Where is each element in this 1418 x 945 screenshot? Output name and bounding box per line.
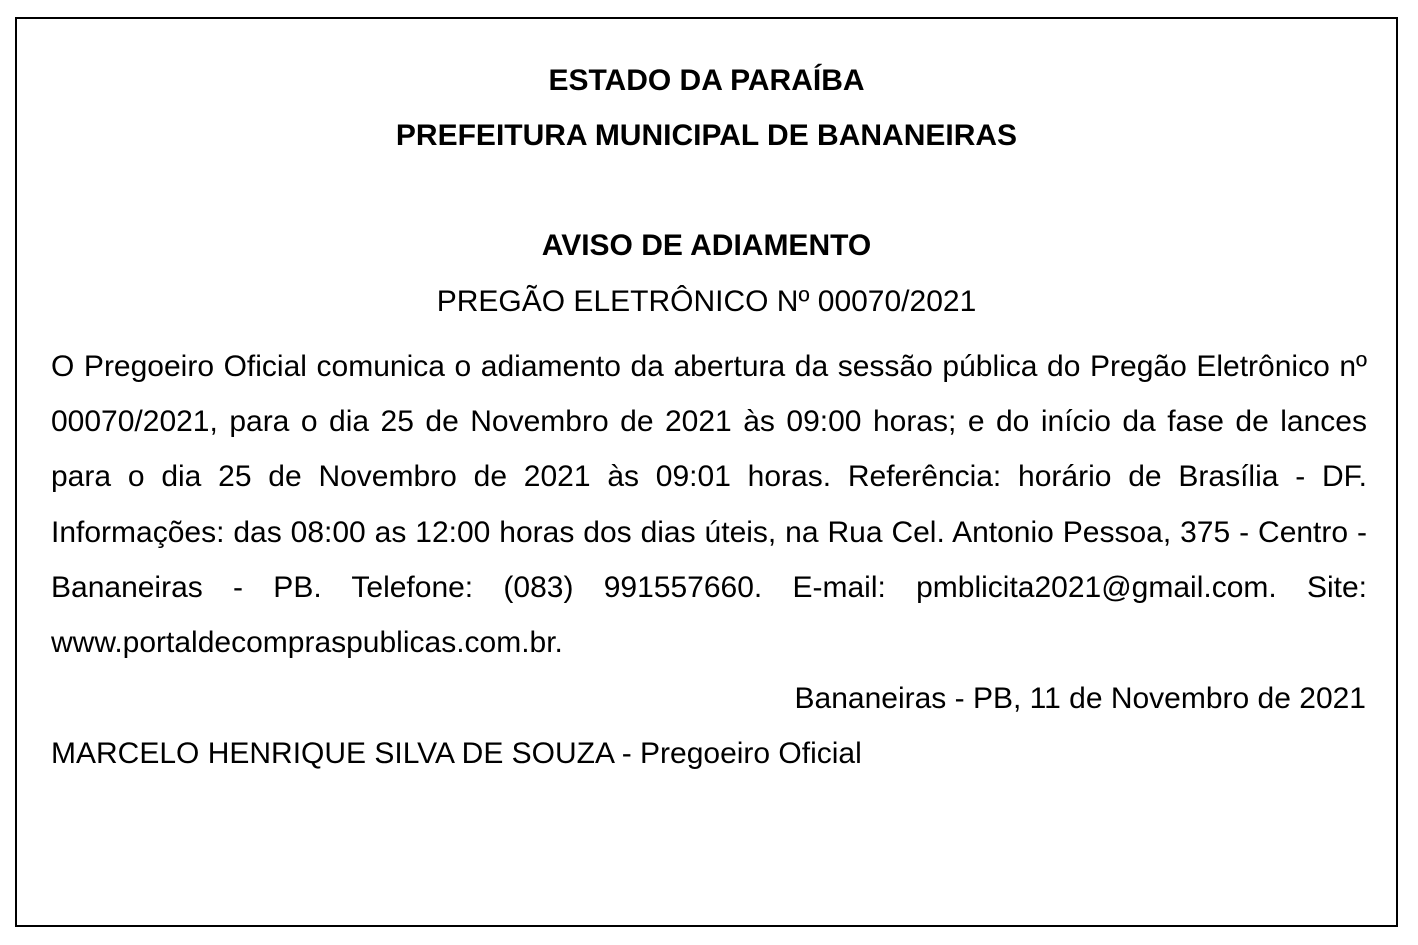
notice-body: O Pregoeiro Oficial comunica o adiamento da abertura da sessão pública do Pregão Eletrônico nº 00070/2021, para o dia 25 de Novembro de 2021 às 09:00 horas; e do início da fase de lances para o dia 25 de Novembro de 2021 às 09:01 horas. Referência: horário de Brasília - DF. Informações: das 08:00 as 12:00 horas dos dias úteis, na Rua Cel. Antonio Pessoa, 375 - Centro - Bananeiras - PB. Telefone: (083) 991557660. E-mail: pmblicita2021@gmail.com. Site: www.portaldecompraspublicas.com.br. xyxy=(51,350,1367,660)
notice-frame xyxy=(15,17,1398,927)
municipality-heading: PREFEITURA MUNICIPAL DE BANANEIRAS xyxy=(395,119,1018,152)
notice-title: AVISO DE ADIAMENTO xyxy=(541,229,872,262)
place-date: Bananeiras - PB, 11 de Novembro de 2021 xyxy=(794,682,1366,715)
notice-subtitle: PREGÃO ELETRÔNICO Nº 00070/2021 xyxy=(436,285,977,318)
state-heading: ESTADO DA PARAÍBA xyxy=(548,64,865,97)
signature: MARCELO HENRIQUE SILVA DE SOUZA - Pregoeiro Oficial xyxy=(51,737,862,770)
